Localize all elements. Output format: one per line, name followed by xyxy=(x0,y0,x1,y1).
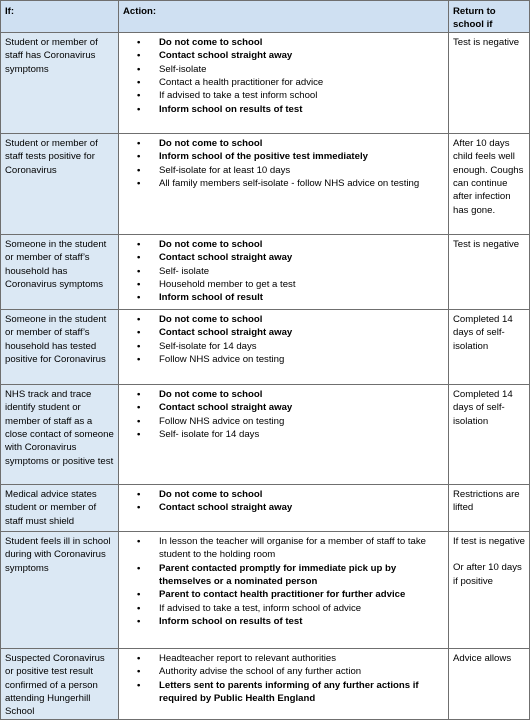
table-row xyxy=(1,531,530,648)
return-condition-text: After 10 days child feels well enough. Coughs can continue after infection has gone. xyxy=(453,137,524,216)
return-condition-text: Completed 14 days of self-isolation xyxy=(453,313,513,352)
header-return-to-school: Return to school if xyxy=(449,1,530,33)
header-if: If: xyxy=(1,1,119,33)
action-list xyxy=(123,238,444,305)
return-condition-text: Completed 14 days of self-isolation xyxy=(453,388,513,427)
action-item: • Contact school straight away xyxy=(137,326,444,339)
return-condition-text: Test is negative xyxy=(453,238,520,250)
return-condition-cell xyxy=(449,133,530,234)
action-item: • Do not come to school xyxy=(137,313,444,326)
action-list xyxy=(123,535,444,629)
action-item: • Letters sent to parents informing of any further actions if required by Public Health England xyxy=(137,679,444,706)
action-cell xyxy=(119,32,449,133)
action-cell xyxy=(119,384,449,484)
condition-cell: Someone in the student or member of staff’s household has Coronavirus symptoms xyxy=(1,234,119,309)
action-item: • Contact a health practitioner for advice xyxy=(137,76,444,89)
table-row xyxy=(1,648,530,719)
condition-cell: Someone in the student or member of staff’s household has tested positive for Coronavirus xyxy=(1,309,119,384)
action-item: • Parent contacted promptly for immediate pick up by themselves or a nominated person xyxy=(137,562,444,589)
return-condition-cell xyxy=(449,484,530,531)
return-condition-cell xyxy=(449,32,530,133)
table-row xyxy=(1,133,530,234)
action-cell xyxy=(119,484,449,531)
condition-cell: Suspected Coronavirus or positive test result confirmed of a person attending Hungerhill School xyxy=(1,648,119,719)
action-item: • If advised to take a test inform school xyxy=(137,89,444,102)
action-list xyxy=(123,36,444,116)
action-cell xyxy=(119,648,449,719)
return-condition-cell xyxy=(449,234,530,309)
action-item: • Contact school straight away xyxy=(137,49,444,62)
action-item: • Self-isolate for at least 10 days xyxy=(137,164,444,177)
action-item: • Self- isolate for 14 days xyxy=(137,428,444,441)
action-item: • Inform school on results of test xyxy=(137,103,444,116)
condition-cell: Student or member of staff tests positive for Coronavirus xyxy=(1,133,119,234)
return-condition-text: If test is negative xyxy=(453,535,525,547)
action-list xyxy=(123,652,444,706)
table-row xyxy=(1,234,530,309)
action-item: • Inform school of the positive test immediately xyxy=(137,150,444,163)
action-cell xyxy=(119,133,449,234)
return-condition-text: Advice allows xyxy=(453,652,512,664)
condition-cell: Medical advice states student or member of staff must shield xyxy=(1,484,119,531)
return-condition-cell xyxy=(449,309,530,384)
action-item: • Follow NHS advice on testing xyxy=(137,353,444,366)
table-row xyxy=(1,384,530,484)
action-item: • Do not come to school xyxy=(137,388,444,401)
action-cell xyxy=(119,531,449,648)
return-condition-cell xyxy=(449,648,530,719)
action-item: • Headteacher report to relevant authorities xyxy=(137,652,444,665)
action-item: • Self-isolate for 14 days xyxy=(137,340,444,353)
action-item: • Inform school of result xyxy=(137,291,444,304)
action-item: • If advised to take a test, inform school of advice xyxy=(137,602,444,615)
table-row xyxy=(1,484,530,531)
action-item: • Authority advise the school of any further action xyxy=(137,665,444,678)
return-condition-cell xyxy=(449,531,530,648)
action-item: • Self- isolate xyxy=(137,265,444,278)
action-list xyxy=(123,313,444,367)
action-item: • Household member to get a test xyxy=(137,278,444,291)
action-item: • Follow NHS advice on testing xyxy=(137,415,444,428)
return-condition-text: Test is negative xyxy=(453,36,520,48)
action-list xyxy=(123,388,444,442)
action-item: • Contact school straight away xyxy=(137,251,444,264)
action-item: • Do not come to school xyxy=(137,238,444,251)
action-cell xyxy=(119,234,449,309)
table-body xyxy=(1,32,530,719)
return-condition-cell xyxy=(449,384,530,484)
condition-cell: Student or member of staff has Coronavirus symptoms xyxy=(1,32,119,133)
action-cell xyxy=(119,309,449,384)
return-condition-text: Or after 10 days if positive xyxy=(453,562,522,587)
action-item: • In lesson the teacher will organise for a member of staff to take student to the holding room xyxy=(137,535,444,562)
action-item: • Do not come to school xyxy=(137,488,444,501)
table-row xyxy=(1,309,530,384)
action-item: • Parent to contact health practitioner for further advice xyxy=(137,588,444,601)
action-list xyxy=(123,488,444,515)
action-list xyxy=(123,137,444,191)
return-condition-text: Restrictions are lifted xyxy=(453,488,520,514)
table-header-row xyxy=(1,1,530,33)
action-item: • Contact school straight away xyxy=(137,501,444,514)
table-row xyxy=(1,32,530,133)
action-item: • Inform school on results of test xyxy=(137,615,444,628)
header-action: Action: xyxy=(119,1,449,33)
action-item: • Do not come to school xyxy=(137,137,444,150)
condition-cell: Student feels ill in school during with Coronavirus symptoms xyxy=(1,531,119,648)
action-item: • Contact school straight away xyxy=(137,401,444,414)
condition-cell: NHS track and trace identify student or member of staff as a close contact of someone with Coronavirus symptoms or positive test xyxy=(1,384,119,484)
action-item: • Self-isolate xyxy=(137,63,444,76)
action-item: • All family members self-isolate - follow NHS advice on testing xyxy=(137,177,444,190)
action-item: • Do not come to school xyxy=(137,36,444,49)
